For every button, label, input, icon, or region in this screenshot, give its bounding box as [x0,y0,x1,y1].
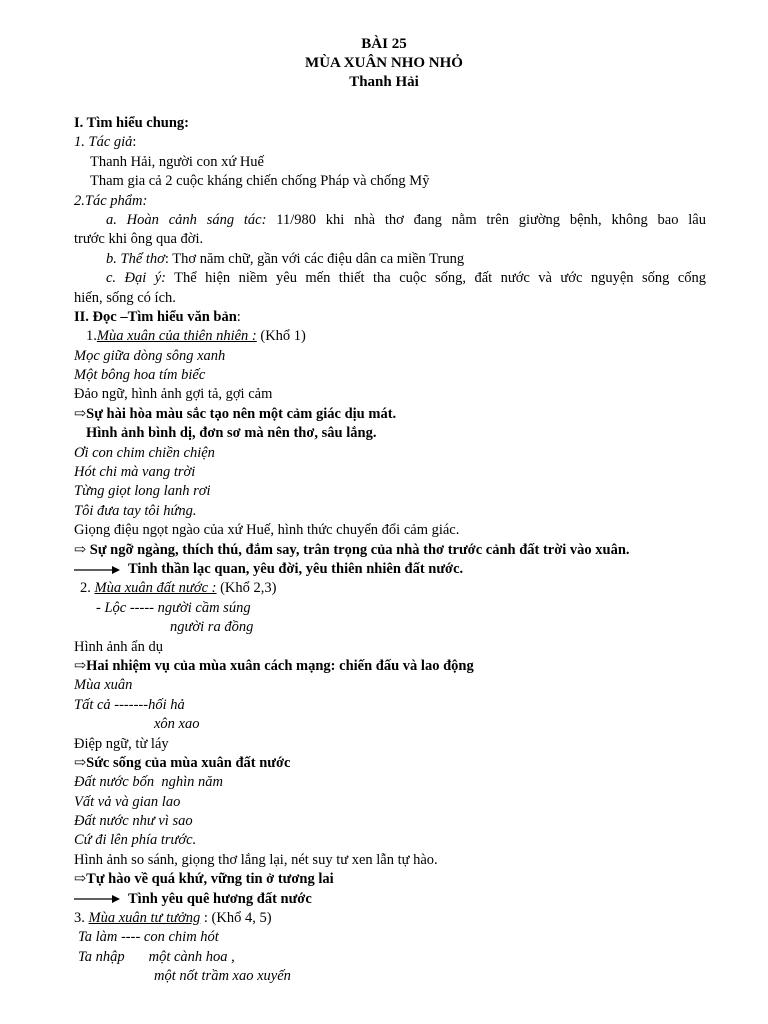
verse-line: Ơi con chim chiền chiện [74,444,215,461]
verse-line: Từng giọt long lanh rơi [74,483,211,500]
arrow-right-icon: ⇨ [74,754,87,771]
note-text: Đảo ngữ, hình ảnh gợi tả, gợi cảm [74,386,273,403]
conclusion-text: Sự ngỡ ngàng, thích thú, đắm say, trân trọng của nhà thơ trước cảnh đất trời vào xuân. [89,541,630,558]
theme-label: c. Đại ý: [106,270,166,287]
conclusion-text: Tự hào về quá khứ, vững tin ở tương lai [86,871,334,888]
context-label: a. Hoàn cảnh sáng tác: [106,211,267,228]
form-line [74,250,706,269]
section-2-heading [74,308,706,327]
note-line [74,851,706,870]
lesson-number: BÀI 25 [361,36,407,52]
conclusion-line [74,405,706,424]
poem-title: MÙA XUÂN NHO NHỎ [305,55,463,71]
poem-author: Thanh Hải [349,74,419,90]
verse-line: Đất nước bốn nghìn năm [74,774,223,791]
theme-text-1: Thể hiện niềm yêu mến thiết tha cuộc sống, đất nước và ước nguyện sống cống [165,270,707,287]
note-line [74,735,706,754]
summary-arrow-line [74,560,706,579]
part-1-title: Mùa xuân của thiên nhiên : [96,328,257,345]
conclusion-line-2: Hình ảnh bình dị, đơn sơ mà nên thơ, sâu lắng. [86,425,377,442]
verse-part: Ta nhập [78,948,125,965]
theme-line-2: hiến, sống có ích. [74,289,176,306]
verse-line: Mùa xuân [74,677,133,694]
verse-line: Hót chi mà vang trời [74,464,196,481]
verse-line: Đất nước như vì sao [74,813,193,830]
verse-line: Vất vả và gian lao [74,793,181,810]
note-line [74,638,706,657]
conclusion-text: Sức sống của mùa xuân đất nước [86,754,291,771]
summary-text: Tinh thần lạc quan, yêu đời, yêu thiên nhiên đất nước. [128,560,464,577]
long-arrow-icon [74,894,120,904]
part-1-stanza: (Khổ 1) [256,328,306,345]
author-label-line [74,133,706,152]
author-colon: : [132,134,137,151]
long-arrow-icon [74,565,120,575]
form-label: b. Thể thơ [106,250,165,267]
arrow-right-icon: ⇨ [74,541,87,558]
author-line-1: Thanh Hải, người con xứ Huế [90,153,264,170]
verse-line: Tất cả -------hối hả [74,696,185,713]
conclusion-line [74,541,706,560]
section-1-heading: I. Tìm hiểu chung: [74,115,189,131]
part-2-stanza: (Khổ 2,3) [216,580,277,597]
verse-line: một nốt trầm xao xuyến [154,968,291,985]
part-3-stanza: : (Khổ 4, 5) [200,910,272,927]
verse-line [74,948,706,967]
note-text: Điệp ngữ, từ láy [74,735,169,752]
part-2-title: Mùa xuân đất nước : [94,580,217,597]
part-1-heading [74,327,706,346]
verse-line: Ta làm ---- con chim hót [78,929,219,946]
conclusion-line [74,870,706,889]
verse-part: một cành hoa , [148,948,235,965]
summary-arrow-line [74,890,706,909]
conclusion-text: Hai nhiệm vụ của mùa xuân cách mạng: chiến đấu và lao động [86,657,474,674]
section-2-heading-colon: : [236,308,241,325]
part-2-number: 2. [80,580,91,597]
conclusion-line [74,657,706,676]
author-label: 1. Tác giả [74,134,133,151]
context-text-1: 11/980 khi nhà thơ đang nằm trên giường bệnh, không bao lâu [266,211,706,228]
context-line-2: trước khi ông qua đời. [74,231,204,248]
verse-line: - Lộc ----- người cầm súng [96,599,251,616]
part-2-heading [74,579,706,598]
part-1-number: 1. [86,328,97,345]
work-label: 2.Tác phẩm: [74,192,148,209]
context-line-1 [74,211,706,230]
note-text: Hình ảnh so sánh, giọng thơ lắng lại, nét suy tư xen lẫn tự hào. [74,851,438,868]
summary-text: Tình yêu quê hương đất nước [128,890,312,907]
part-3-number: 3. [74,910,85,927]
document-body [74,114,706,987]
verse-line: Mọc giữa dòng sông xanh [74,347,226,364]
note-text: Hình ảnh ẩn dụ [74,638,163,655]
note-line [74,385,706,404]
arrow-right-icon: ⇨ [74,871,87,888]
note-text: Giọng điệu ngọt ngào của xứ Huế, hình thức chuyển đổi cảm giác. [74,522,460,539]
note-line [74,521,706,540]
theme-line-1 [74,269,706,288]
section-2-heading-text: II. Đọc –Tìm hiểu văn bản [74,308,237,325]
author-line-2: Tham gia cả 2 cuộc kháng chiến chống Pháp và chống Mỹ [90,173,430,190]
conclusion-line [74,754,706,773]
form-text: : Thơ năm chữ, gần với các điệu dân ca miền Trung [164,250,465,267]
verse-line: Tôi đưa tay tôi hứng. [74,502,197,519]
conclusion-text: Sự hài hòa màu sắc tạo nên một cảm giác dịu mát. [86,405,397,422]
arrow-right-icon: ⇨ [74,657,87,674]
verse-line: người ra đồng [170,619,254,636]
verse-line: Cứ đi lên phía trước. [74,832,197,849]
part-3-heading [74,909,706,928]
arrow-right-icon: ⇨ [74,405,87,422]
part-3-title: Mùa xuân tư tưởng [88,910,201,927]
verse-line: Một bông hoa tím biếc [74,367,206,384]
verse-line: xôn xao [154,716,200,733]
